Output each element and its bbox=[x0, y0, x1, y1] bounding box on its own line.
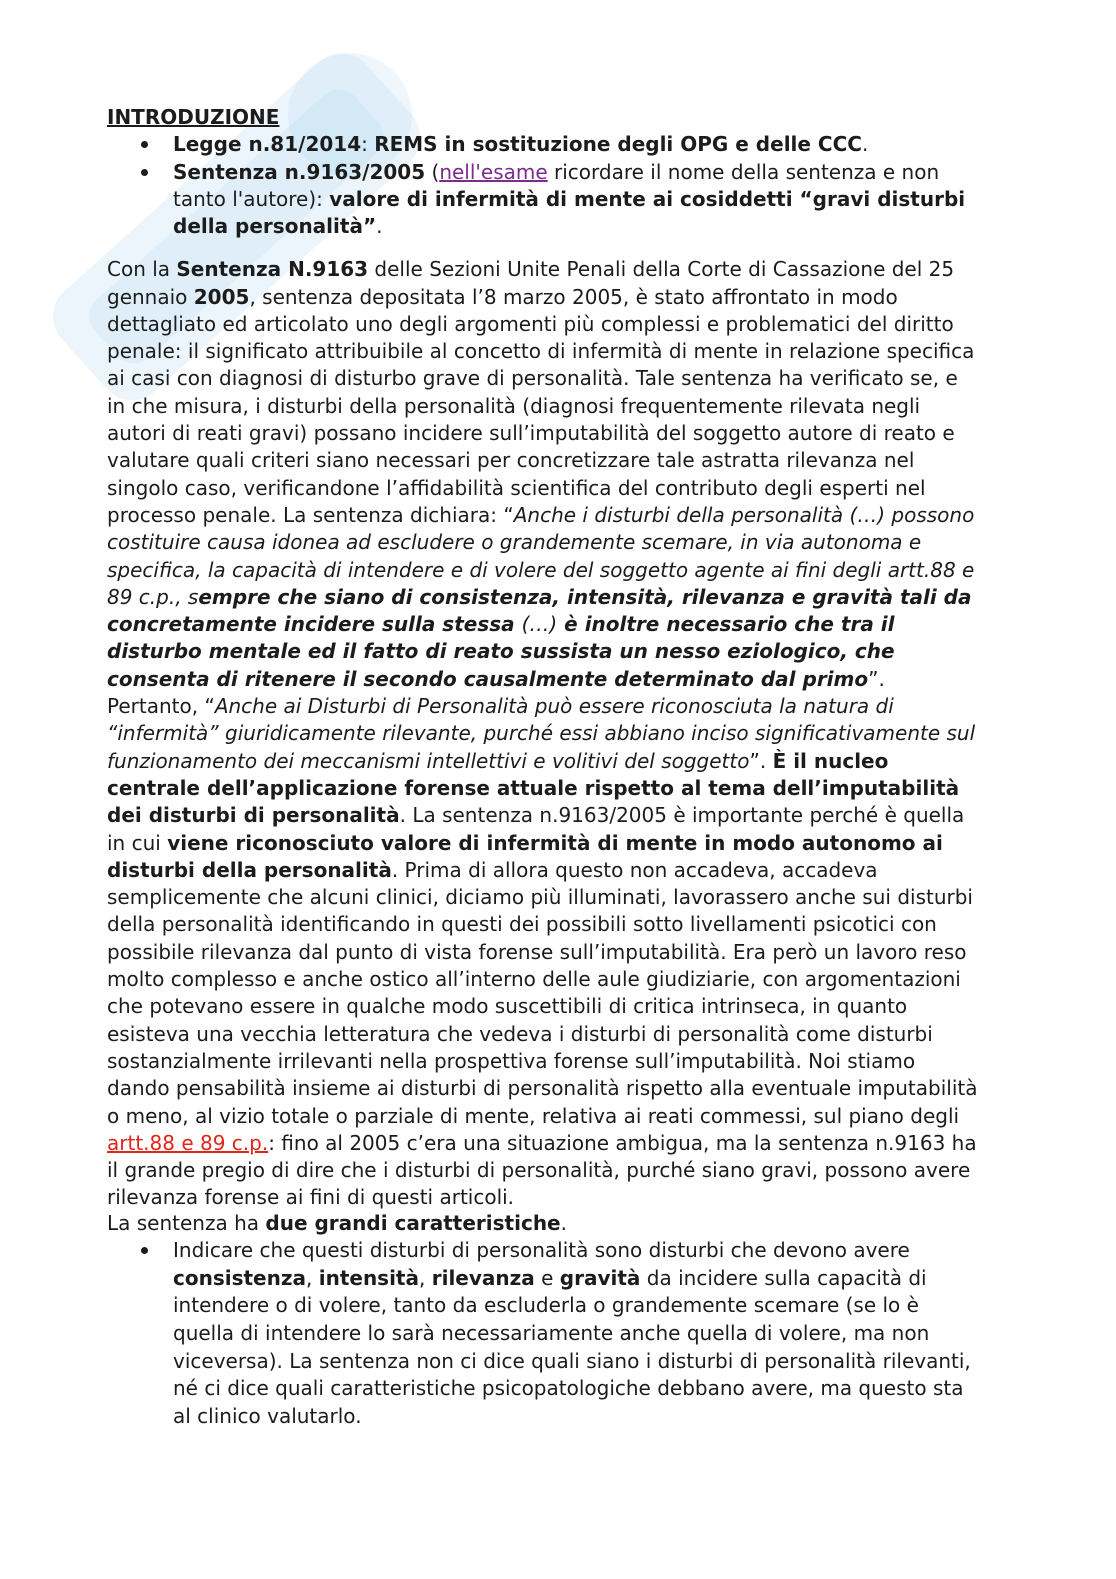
text-run: Indicare che questi disturbi di personalità sono disturbi che devono avere bbox=[173, 1238, 910, 1263]
text-line bbox=[107, 557, 977, 584]
text-run: ricordare il nome della sentenza e non bbox=[547, 159, 940, 184]
text-run: Pertanto, “ bbox=[107, 694, 215, 719]
text-run: , sentenza depositata l’8 marzo 2005, è stato affrontato in modo bbox=[249, 284, 898, 309]
italic-text: 89 c.p., s bbox=[107, 584, 199, 609]
text-run: ( bbox=[425, 159, 440, 184]
text-line bbox=[107, 939, 977, 966]
bold-text: REMS in sostituzione degli OPG e delle CCC bbox=[374, 132, 862, 157]
text-run: il grande pregio di dire che i disturbi di personalità, purché siano gravi, possono avere bbox=[107, 1158, 971, 1183]
text-line bbox=[107, 1021, 977, 1048]
text-run: gennaio bbox=[107, 284, 194, 309]
text-run: , bbox=[419, 1265, 432, 1290]
text-run: della personalità identificando in questi dei possibili sotto livellamenti psicotici con bbox=[107, 912, 937, 937]
bold-italic-text: disturbo mentale ed il fatto di reato sussista un nesso eziologico, che bbox=[107, 639, 895, 664]
bold-italic-text: è inoltre necessario che tra il bbox=[557, 612, 895, 637]
text-run: tanto l'autore): bbox=[173, 186, 330, 211]
text-run: . bbox=[861, 132, 869, 157]
text-run: da incidere sulla capacità di bbox=[640, 1265, 927, 1290]
italic-text: (…) bbox=[521, 612, 558, 637]
text-run: singolo caso, verificandone l’affidabilità scientifica del contributo degli esperti nel bbox=[107, 475, 926, 500]
bullet-text bbox=[173, 131, 965, 158]
intro-bullet-item bbox=[0, 131, 965, 158]
italic-text: funzionamento dei meccanismi intellettivi e volitivi del soggetto bbox=[107, 748, 750, 773]
text-run: quella di intendere lo sarà necessariamente anche quella di volere, ma non bbox=[173, 1320, 930, 1345]
text-run: ”. bbox=[749, 748, 773, 773]
text-run: intendere o di volere, tanto da escluderla o grandemente scemare (se lo è bbox=[173, 1293, 919, 1318]
text-run: penale: il significato attribuibile al concetto di infermità di mente in relazione specifica bbox=[107, 339, 975, 364]
text-run: in che misura, i disturbi della personalità (diagnosi frequentemente rilevata negli bbox=[107, 393, 921, 418]
text-line bbox=[173, 186, 965, 213]
text-line bbox=[107, 256, 977, 283]
text-run: in cui bbox=[107, 830, 168, 855]
text-line bbox=[173, 1403, 971, 1431]
text-run: esisteva una vecchia letteratura che vedeva i disturbi di personalità come disturbi bbox=[107, 1021, 933, 1046]
text-run: . bbox=[376, 214, 383, 239]
text-line bbox=[107, 748, 977, 775]
text-line bbox=[107, 311, 977, 338]
bold-italic-text: consenta di ritenere il secondo causalmente determinato dal primo bbox=[107, 666, 869, 691]
text-line bbox=[107, 611, 977, 638]
text-line bbox=[107, 720, 977, 747]
bold-text: valore di infermità di mente ai cosiddetti “gravi disturbi bbox=[329, 186, 966, 211]
summary-paragraph bbox=[107, 1210, 567, 1237]
text-line bbox=[173, 1320, 971, 1348]
bold-text: dei disturbi di personalità bbox=[107, 803, 400, 828]
text-line bbox=[107, 802, 977, 829]
bold-text: consistenza bbox=[173, 1265, 306, 1290]
italic-text: costituire causa idonea ad escludere o grandemente scemare, in via autonoma e bbox=[107, 530, 922, 555]
features-bullet-item bbox=[0, 1237, 971, 1430]
bullet-icon bbox=[141, 1247, 148, 1254]
text-line bbox=[107, 1048, 977, 1075]
bullet-text bbox=[173, 1237, 971, 1430]
text-line bbox=[107, 1130, 977, 1157]
bullet-icon bbox=[141, 169, 148, 176]
text-run: molto complesso e anche ostico all’interno delle aule giudiziarie, con argomentazioni bbox=[107, 967, 961, 992]
main-paragraph bbox=[107, 256, 977, 1211]
text-line bbox=[173, 131, 965, 158]
text-line bbox=[107, 1210, 567, 1237]
bold-italic-text: concretamente incidere sulla stessa bbox=[107, 612, 522, 637]
text-line bbox=[107, 966, 977, 993]
text-line bbox=[107, 338, 977, 365]
bold-italic-text: empre che siano di consistenza, intensità, rilevanza e gravità tali da bbox=[198, 584, 972, 609]
features-bullet-list bbox=[0, 1237, 971, 1430]
text-line bbox=[107, 666, 977, 693]
text-line bbox=[107, 993, 977, 1020]
bold-text: centrale dell’applicazione forense attuale rispetto al tema dell’imputabilità bbox=[107, 775, 960, 800]
text-line bbox=[173, 159, 965, 186]
text-run: . Prima di allora questo non accadeva, accadeva bbox=[391, 857, 878, 882]
text-run: e bbox=[534, 1265, 560, 1290]
bold-text: disturbi della personalità bbox=[107, 857, 392, 882]
text-line bbox=[173, 1265, 971, 1293]
text-line bbox=[107, 1184, 977, 1211]
text-line bbox=[173, 1292, 971, 1320]
italic-text: “infermità” giuridicamente rilevante, purché essi abbiano inciso significativamente sul bbox=[107, 721, 976, 746]
intro-bullet-list bbox=[0, 131, 965, 240]
text-line bbox=[107, 420, 977, 447]
hyperlink[interactable]: nell'esame bbox=[439, 159, 548, 184]
text-line bbox=[107, 584, 977, 611]
text-line bbox=[107, 911, 977, 938]
text-line bbox=[173, 1237, 971, 1265]
text-run: che potevano essere in qualche modo suscettibili di critica intrinseca, in quanto bbox=[107, 994, 908, 1019]
bold-text: gravità bbox=[559, 1265, 641, 1290]
text-line bbox=[107, 529, 977, 556]
text-line bbox=[173, 213, 965, 240]
text-line bbox=[173, 1375, 971, 1403]
text-line bbox=[107, 393, 977, 420]
text-run: ai casi con diagnosi di disturbo grave di personalità. Tale sentenza ha verificato se, e bbox=[107, 366, 958, 391]
text-run: possibile rilevanza dal punto di vista forense sull’imputabilità. Era però un lavoro reso bbox=[107, 939, 967, 964]
text-run: semplicemente che alcuni clinici, diciamo più illuminati, lavorassero anche sui disturbi bbox=[107, 885, 973, 910]
text-run: al clinico valutarlo. bbox=[173, 1403, 362, 1428]
text-run: autori di reati gravi) possano incidere sull’imputabilità del soggetto autore di reato e bbox=[107, 421, 955, 446]
bullet-text bbox=[173, 159, 965, 241]
text-line bbox=[107, 1157, 977, 1184]
bullet-icon bbox=[141, 141, 148, 148]
text-line bbox=[107, 830, 977, 857]
text-run: : fino al 2005 c’era una situazione ambigua, ma la sentenza n.9163 ha bbox=[268, 1130, 977, 1155]
text-line bbox=[107, 884, 977, 911]
text-run: rilevanza forense ai fini di questi articoli. bbox=[107, 1185, 515, 1210]
text-run: , bbox=[306, 1265, 319, 1290]
italic-text: Anche i disturbi della personalità (…) possono bbox=[513, 502, 975, 527]
text-run: Con la bbox=[107, 257, 177, 282]
bold-text: Sentenza n.9163/2005 bbox=[173, 159, 426, 184]
bold-text: Sentenza N.9163 bbox=[176, 257, 369, 282]
text-run: delle Sezioni Unite Penali della Corte di Cassazione del 25 bbox=[368, 257, 955, 282]
text-line bbox=[107, 447, 977, 474]
text-run: né ci dice quali caratteristiche psicopatologiche debbano avere, ma questo sta bbox=[173, 1376, 964, 1401]
text-line bbox=[107, 502, 977, 529]
italic-text: Anche ai Disturbi di Personalità può essere riconosciuta la natura di bbox=[214, 694, 894, 719]
text-line bbox=[107, 284, 977, 311]
bold-text: rilevanza bbox=[431, 1265, 535, 1290]
bold-text: viene riconosciuto valore di infermità di mente in modo autonomo ai bbox=[167, 830, 943, 855]
bold-text: due grandi caratteristiche bbox=[265, 1210, 561, 1235]
text-run: o meno, al vizio totale o parziale di mente, relativa ai reati commessi, sul piano degli bbox=[107, 1103, 960, 1128]
section-heading: INTRODUZIONE bbox=[107, 105, 280, 129]
text-run: La sentenza ha bbox=[107, 1210, 266, 1235]
text-line bbox=[107, 775, 977, 802]
text-run: valutare quali criteri siano necessari per concretizzare tale astratta rilevanza nel bbox=[107, 448, 915, 473]
text-run: ”. bbox=[868, 666, 885, 691]
text-run: . La sentenza n.9163/2005 è importante perché è quella bbox=[399, 803, 965, 828]
bold-text: intensità bbox=[318, 1265, 419, 1290]
text-run: viceversa). La sentenza non ci dice quali siano i disturbi di personalità rilevanti, bbox=[173, 1348, 971, 1373]
text-run: . bbox=[560, 1210, 567, 1235]
text-line bbox=[107, 1103, 977, 1130]
bold-text: È il nucleo bbox=[772, 748, 889, 773]
bold-text: della personalità” bbox=[173, 214, 377, 239]
bold-text: 2005 bbox=[193, 284, 250, 309]
text-run: dettagliato ed articolato uno degli argomenti più complessi e problematici del diritto bbox=[107, 311, 954, 336]
intro-bullet-item bbox=[0, 159, 965, 241]
text-line bbox=[173, 1348, 971, 1376]
text-line bbox=[107, 693, 977, 720]
text-line bbox=[107, 638, 977, 665]
bold-text: Legge n.81/2014 bbox=[173, 132, 362, 157]
text-run: : bbox=[361, 132, 375, 157]
text-line bbox=[107, 857, 977, 884]
text-run: sostanzialmente irrilevanti nella prospettiva forense sull’imputabilità. Noi stiamo bbox=[107, 1048, 916, 1073]
text-run: processo penale. La sentenza dichiara: “ bbox=[107, 502, 514, 527]
text-line bbox=[107, 365, 977, 392]
italic-text: specifica, la capacità di intendere e di volere del soggetto agente ai fini degli artt.88 e bbox=[107, 557, 975, 582]
text-run: dando pensabilità insieme ai disturbi di personalità rispetto alla eventuale imputabilità bbox=[107, 1076, 978, 1101]
hyperlink[interactable]: artt.88 e 89 c.p. bbox=[107, 1130, 269, 1155]
text-line bbox=[107, 475, 977, 502]
text-line bbox=[107, 1075, 977, 1102]
